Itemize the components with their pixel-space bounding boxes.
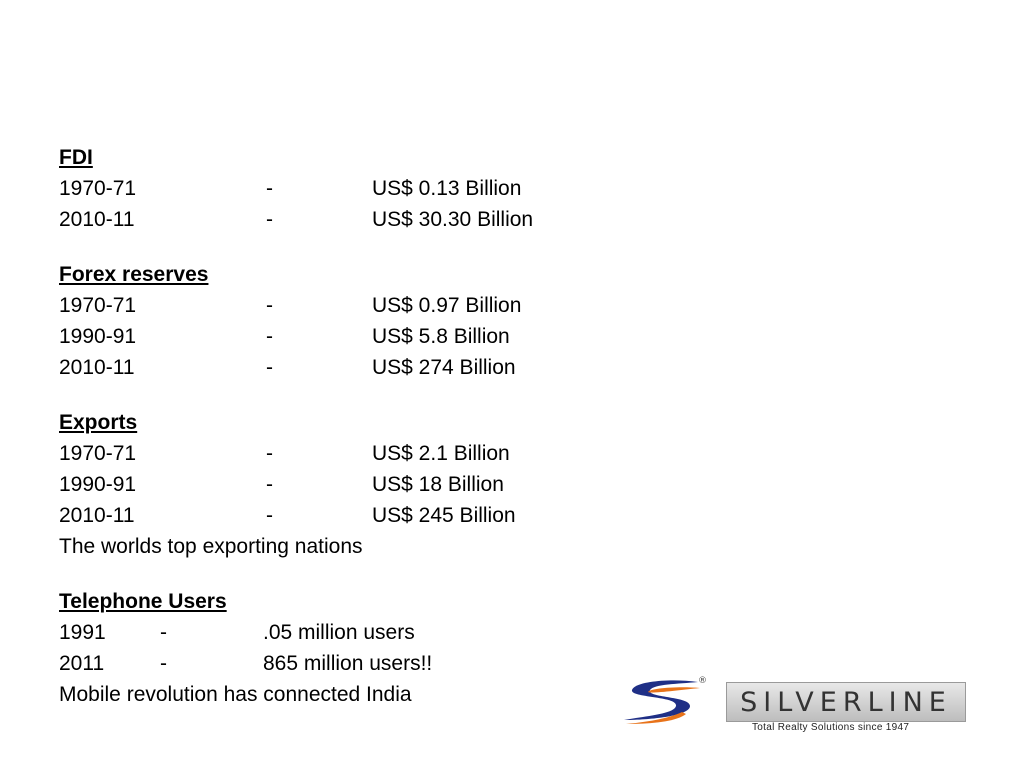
year-cell: 1970-71 xyxy=(59,294,137,317)
value-cell: US$ 274 Billion xyxy=(372,356,516,379)
dash-cell: - xyxy=(266,442,273,465)
year-cell: 2010-11 xyxy=(59,208,135,231)
year-cell: 1990-91 xyxy=(59,325,137,348)
telephone-heading: Telephone Users xyxy=(59,590,227,613)
forex-heading: Forex reserves xyxy=(59,263,209,286)
dash-cell: - xyxy=(266,473,273,496)
value-cell: .05 million users xyxy=(263,621,415,644)
exports-row xyxy=(59,500,533,531)
dash-cell: - xyxy=(266,208,273,231)
value-cell: US$ 0.97 Billion xyxy=(372,294,522,317)
registered-mark: ® xyxy=(698,676,707,686)
telephone-note: Mobile revolution has connected India xyxy=(59,683,412,706)
year-cell: 1970-71 xyxy=(59,442,137,465)
brand-tagline: Total Realty Solutions since 1947 xyxy=(752,722,910,733)
value-cell: US$ 5.8 Billion xyxy=(372,325,510,348)
slide-content xyxy=(59,142,533,710)
brand-box xyxy=(726,682,966,722)
fdi-section xyxy=(59,142,533,235)
silverline-logo xyxy=(620,676,970,738)
value-cell: US$ 2.1 Billion xyxy=(372,442,510,465)
exports-heading: Exports xyxy=(59,411,138,434)
forex-row xyxy=(59,290,533,321)
exports-section xyxy=(59,407,533,562)
year-cell: 1990-91 xyxy=(59,473,137,496)
year-cell: 1970-71 xyxy=(59,177,137,200)
exports-note: The worlds top exporting nations xyxy=(59,535,363,558)
telephone-section xyxy=(59,586,533,710)
dash-cell: - xyxy=(160,652,167,675)
year-cell: 2010-11 xyxy=(59,356,135,379)
dash-cell: - xyxy=(160,621,167,644)
exports-row xyxy=(59,438,533,469)
dash-cell: - xyxy=(266,177,273,200)
fdi-row xyxy=(59,173,533,204)
dash-cell: - xyxy=(266,504,273,527)
value-cell: US$ 18 Billion xyxy=(372,473,504,496)
brand-name: SILVERLINE xyxy=(740,686,952,718)
value-cell: 865 million users!! xyxy=(263,652,433,675)
fdi-heading: FDI xyxy=(59,146,93,169)
dash-cell: - xyxy=(266,325,273,348)
forex-section xyxy=(59,259,533,383)
value-cell: US$ 245 Billion xyxy=(372,504,516,527)
value-cell: US$ 30.30 Billion xyxy=(372,208,534,231)
forex-row xyxy=(59,352,533,383)
exports-row xyxy=(59,469,533,500)
dash-cell: - xyxy=(266,356,273,379)
dash-cell: - xyxy=(266,294,273,317)
year-cell: 2010-11 xyxy=(59,504,135,527)
year-cell: 1991 xyxy=(59,621,106,644)
swoosh-icon xyxy=(620,676,710,726)
telephone-row xyxy=(59,648,533,679)
value-cell: US$ 0.13 Billion xyxy=(372,177,522,200)
telephone-row xyxy=(59,617,533,648)
forex-row xyxy=(59,321,533,352)
year-cell: 2011 xyxy=(59,652,105,675)
fdi-row xyxy=(59,204,533,235)
